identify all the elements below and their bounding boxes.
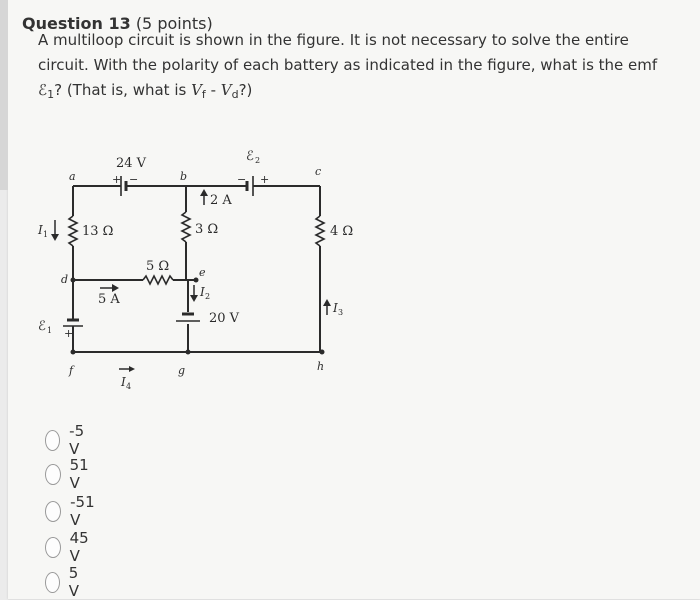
option-label: 51 V [69,456,89,492]
label-I4-sub: 4 [126,382,132,391]
question-points: (5 points) [135,14,213,33]
question-line-2: circuit. With the polarity of each battery as indicated in the figure, what is the emf [38,56,658,74]
label-13-ohm: 13 Ω [82,224,114,239]
option-5[interactable] [45,564,85,600]
radio-button[interactable] [45,537,61,558]
radio-button[interactable] [45,501,61,522]
label-emf2: ℰ [246,149,254,164]
radio-button[interactable] [45,430,60,451]
option-label: -51 V [70,493,95,529]
nodes [71,278,325,355]
label-node-b: b [180,170,188,183]
label-24v-plus: + [112,173,122,186]
label-24v-minus: − [129,173,139,186]
label-I4: I [121,375,126,389]
circuit-wires [73,186,322,352]
question-line-1: A multiloop circuit is shown in the figure. It is not necessary to solve the entire [38,31,629,49]
label-I1-sub: 1 [43,230,49,239]
option-2[interactable] [45,456,94,492]
label-3-ohm: 3 Ω [195,222,219,237]
label-I2: I [200,285,205,299]
label-emf1-plus: + [64,327,74,340]
resistor-4-ohm [316,216,324,246]
label-node-d: d [61,273,69,286]
label-20v: 20 V [209,311,240,326]
option-label: 45 V [69,529,89,565]
label-emf1-sub: 1 [47,326,53,335]
node-e-dot [194,278,199,283]
question-line-3: ℰ$_1$? (That is, what is $V_f$ - $V_d$?) [38,81,253,101]
node-g-dot [186,350,191,355]
label-24v: 24 V [116,156,147,171]
label-5-ohm: 5 Ω [146,259,170,274]
node-f-dot [71,350,76,355]
resistor-3-ohm [182,212,190,242]
question-number: Question 13 [22,14,131,33]
label-node-e: e [199,266,206,279]
label-node-a: a [69,170,76,183]
label-node-c: c [315,165,322,178]
resistor-5-ohm [143,276,173,284]
node-h-dot [320,350,325,355]
radio-button[interactable] [45,572,60,593]
label-emf2-minus: − [237,173,247,186]
option-3[interactable] [45,493,100,529]
label-emf1: ℰ [38,319,46,334]
node-d-dot [71,278,76,283]
label-node-g: g [178,364,186,377]
option-1[interactable] [45,422,90,458]
label-I3: I [333,301,338,315]
radio-button[interactable] [45,464,61,485]
label-node-h: h [317,360,325,373]
option-label: 5 V [68,564,80,600]
label-node-f: f [69,364,74,377]
resistor-13-ohm [69,216,77,246]
label-I3-sub: 3 [338,308,344,317]
label-emf2-sub: 2 [255,156,261,165]
option-label: -5 V [69,422,85,458]
label-emf2-plus: + [260,173,270,186]
option-4[interactable] [45,529,94,565]
label-5a: 5 A [98,292,120,307]
label-4-ohm: 4 Ω [330,224,354,239]
label-I1: I [38,223,43,237]
label-2a: 2 A [210,193,232,208]
label-I2-sub: 2 [205,292,211,301]
